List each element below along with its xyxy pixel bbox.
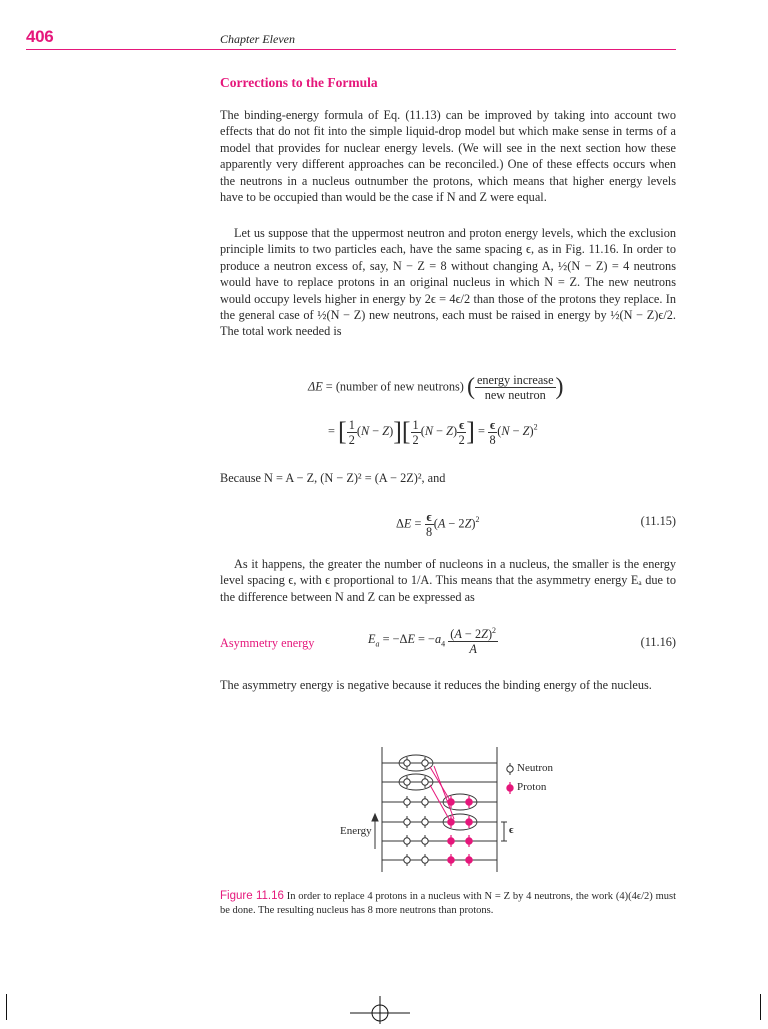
paragraph-3: Because N = A − Z, (N − Z)² = (A − 2Z)², and (220, 471, 446, 485)
registration-mark (350, 996, 410, 1024)
figure-caption-text: In order to replace 4 protons in a nucleus with N = Z by 4 neutrons, the work (4)(4ϵ/2) must be done. The resulting nucleus has 8 more neutrons than protons. (220, 891, 676, 916)
section-heading: Corrections to the Formula (220, 75, 378, 90)
paragraph-1: The binding-energy formula of Eq. (11.13) can be improved by taking into account two effects that do not fit into the simple liquid-drop model but which make sense in terms of a model that provides for nuclear energy levels. (We will see in the next section how these apparently very different approaches can be reconciled.) One of these effects occurs when the neutrons in a nucleus outnumber the protons, which means that higher energy levels have to be occupied than would be the case if N and Z were equal. (220, 108, 676, 205)
neutron-markers (404, 757, 428, 866)
header-rule (26, 49, 676, 50)
proton-markers (448, 796, 472, 866)
legend-markers (507, 763, 513, 794)
figure-caption (220, 889, 676, 918)
energy-axis-label: Energy (340, 825, 372, 837)
page-number: 406 (26, 27, 54, 46)
figure-caption-label: Figure 11.16 (220, 890, 284, 902)
crop-mark-right (760, 994, 761, 1020)
paragraph-5: The asymmetry energy is negative because it reduces the binding energy of the nucleus. (220, 678, 652, 692)
energy-levels (382, 763, 497, 860)
asymmetry-energy-label: Asymmetry energy (220, 636, 315, 650)
equation-number-11-15: (11.15) (640, 514, 676, 528)
spacing-epsilon-label: ϵ (509, 824, 514, 836)
legend-neutron-label: Neutron (517, 762, 554, 774)
equation-11-16: $E_a = -\Delta E = -a_4$ $\frac{(A - 2Z)^2}{A}$ (368, 626, 497, 657)
transfer-lines (430, 766, 454, 819)
equation-work-line2: = [ $\frac{1}{2}$ (N − Z)][ $\frac{1}{2}$ (N − Z) $\frac{\epsilon}{2}$ ] = $\frac{\epsilon}{8}$ $(N - Z)^2$ (328, 417, 538, 447)
running-head: Chapter Eleven (220, 32, 295, 46)
equation-work-line1: ΔE = (number of new neutrons) ( $\frac{\text{energy increase}}{\text{new neutron}}$ ) (308, 373, 564, 402)
paragraph-2: Let us suppose that the uppermost neutron and proton energy levels, which the exclusion principle limits to two particles each, have the same spacing ϵ, as in Fig. 11.16. In order to produce a neutron excess of, say, N − Z = 8 without changing A, ½(N − Z) = 4 neutrons would have to replace protons in an original nucleus in which N = Z. The new neutrons would occupy levels higher in energy by 2ϵ = 4ϵ/2 than those of the protons they replace. In the general case of ½(N − Z) new neutrons, each must be raised in energy by ½(N − Z)ϵ/2. The total work needed is (220, 226, 676, 339)
paragraph-4: As it happens, the greater the number of nucleons in a nucleus, the smaller is the energy level spacing ϵ, with ϵ proportional to 1/A. This means that the asymmetry energy Eₐ due to the difference between N and Z can be expressed as (220, 557, 676, 604)
legend-proton-label: Proton (517, 781, 547, 793)
crop-mark-left (6, 994, 7, 1020)
pair-ellipses (399, 755, 477, 830)
energy-arrow (372, 814, 378, 849)
spacing-bracket (501, 822, 507, 841)
figure-11-16 (330, 745, 590, 885)
equation-number-11-16: (11.16) (640, 635, 676, 649)
equation-11-15: ΔE = $\frac{\epsilon}{8}$ $(A - 2Z)^2$ (396, 510, 480, 539)
